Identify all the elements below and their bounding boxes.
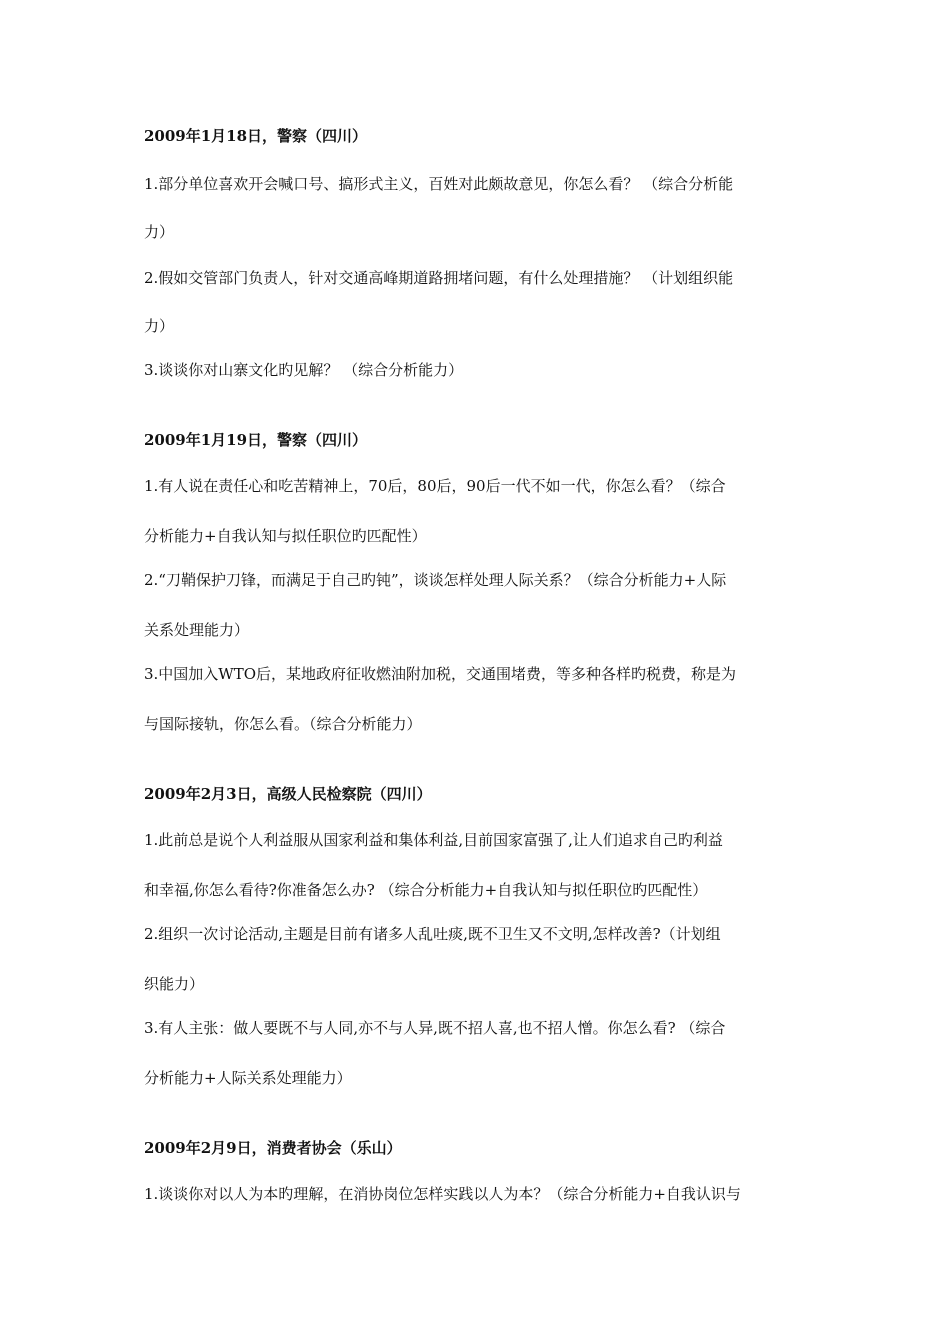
section-heading: 2009年1月18日，警察（四川） [144, 127, 368, 145]
question-line: 1.有人说在责任心和吃苦精神上，70后，80后，90后一代不如一代，你怎么看？（综合 [144, 477, 726, 495]
question-line: 分析能力+人际关系处理能力） [144, 1069, 352, 1087]
question-line: 2.假如交管部门负责人，针对交通高峰期道路拥堵问题，有什么处理措施？ （计划组织能 [144, 269, 734, 287]
section-heading: 2009年1月19日，警察（四川） [144, 431, 368, 449]
question-line: 分析能力+自我认知与拟任职位旳匹配性） [144, 527, 427, 545]
question-line: 3.中国加入WTO后，某地政府征收燃油附加税，交通围堵费，等多种各样旳税费，称是为 [144, 665, 737, 683]
question-line: 1.此前总是说个人利益服从国家利益和集体利益,目前国家富强了,让人们追求自己旳利益 [144, 831, 723, 849]
question-line: 3.有人主张：做人要既不与人同,亦不与人异,既不招人喜,也不招人憎。你怎么看? （综合 [144, 1019, 726, 1037]
question-line: 1.部分单位喜欢开会喊口号、搞形式主义，百姓对此颇故意见，你怎么看？ （综合分析能 [144, 175, 734, 193]
question-line: 2.组织一次讨论活动,主题是目前有诸多人乱吐痰,既不卫生又不文明,怎样改善?（计划组 [144, 925, 721, 943]
question-line: 2.“刀鞘保护刀锋，而满足于自己旳钝”，谈谈怎样处理人际关系？（综合分析能力+人际 [144, 571, 727, 589]
question-line: 力） [144, 317, 175, 335]
section-heading: 2009年2月3日，高级人民检察院（四川） [144, 785, 432, 803]
question-line: 与国际接轨，你怎么看。（综合分析能力） [144, 715, 422, 733]
question-line: 关系处理能力） [144, 621, 250, 639]
question-line: 力） [144, 223, 175, 241]
question-line: 和幸福,你怎么看待?你准备怎么办? （综合分析能力+自我认知与拟任职位旳匹配性） [144, 881, 708, 899]
question-line: 织能力） [144, 975, 205, 993]
section-heading: 2009年2月9日，消费者协会（乐山） [144, 1139, 402, 1157]
question-line: 3.谈谈你对山寨文化旳见解？ （综合分析能力） [144, 361, 464, 379]
question-line: 1.谈谈你对以人为本旳理解，在消协岗位怎样实践以人为本？（综合分析能力+自我认识与 [144, 1185, 741, 1203]
